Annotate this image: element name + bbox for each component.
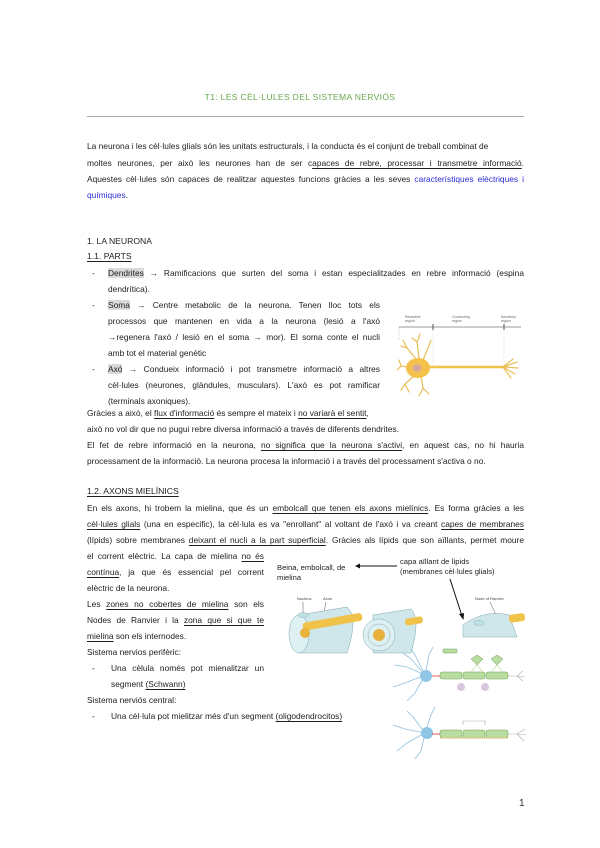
svg-text:region: region	[501, 319, 511, 323]
document-title: T1: LES CÈL·LULES DEL SISTEMA NERVIÓS	[204, 92, 396, 102]
cns-bullet-line	[111, 708, 342, 725]
underlined-key-phrase: cèl·lules glials	[87, 519, 141, 529]
underlined-key-phrase: no és	[241, 551, 264, 561]
intro-line-2	[87, 155, 524, 172]
underlined-key-phrase: mielina	[87, 631, 114, 641]
activation-line-1	[87, 437, 524, 454]
svg-text:Secretory: Secretory	[501, 315, 516, 319]
annotation-lipid-layer-1: capa aïllant de lípids	[400, 557, 470, 566]
term-dendrites: Dendrites	[108, 268, 144, 278]
text: .	[125, 190, 128, 200]
text: .	[521, 158, 524, 168]
myelin-line-7	[87, 596, 264, 613]
underlined-key-phrase: zona que si que te	[183, 615, 264, 625]
blue-key-phrase: químiques	[87, 190, 126, 200]
text: el corrent elèctric. La capa de mielina	[87, 551, 242, 561]
myelin-line-5	[87, 564, 264, 581]
bullet-dash: -	[92, 364, 95, 374]
subsection-heading: 1.2. AXONS MIELÍNICS	[87, 486, 179, 496]
text: son els	[228, 599, 264, 609]
underlined-key-phrase: embolcall que tenen els axons mielínics	[272, 503, 429, 513]
text: → Centre metabolic de la neurona. Tenen lloc tots els	[129, 300, 380, 310]
info-flow-line	[87, 405, 369, 422]
blue-key-phrase: característiques elèctriques i	[414, 174, 524, 184]
bullet-dash: -	[92, 711, 95, 721]
myelin-line-6: elèctric de la neurona.	[87, 583, 170, 593]
text: En els axons, hi trobem la mielina, que és un	[87, 503, 273, 513]
underlined-key-phrase: flux d'informació	[154, 408, 215, 418]
cns-pns-myelination-figure	[385, 645, 535, 770]
bullet-soma-line-4: amb tot el material genètic	[108, 348, 207, 358]
svg-text:region: region	[405, 319, 415, 323]
arrow-left-icon	[355, 562, 397, 570]
text: moltes neurones, per això les neurones han de ser c	[87, 158, 313, 168]
subsection-heading: 1.1. PARTS	[87, 251, 132, 261]
activation-line-2: processament de la informació. La neurona procesa la informació i a través del processament s'activa o no.	[87, 456, 486, 466]
svg-text:Receptive: Receptive	[405, 315, 421, 319]
text: . Gràcies als lípids que son aïllants, permet moure	[325, 535, 525, 545]
dendrites-info-line: això no vol dir que no pugui rebre diversa informació a través de diferents dendrites.	[87, 424, 399, 434]
underlined-key-phrase: no significa que la neurona s'activi	[260, 440, 403, 450]
bullet-dash: -	[92, 663, 95, 673]
bullet-dash: -	[92, 268, 95, 278]
annotation-myelin-sheath: Beina, embolcall, de mielina	[277, 563, 346, 582]
text: és sempre el mateix i	[214, 408, 299, 418]
schwann-term: (Schwann)	[145, 679, 186, 689]
bullet-dash: -	[92, 300, 95, 310]
term-soma: Soma	[108, 300, 130, 310]
pns-label: Sistema nervios perifèric:	[87, 647, 182, 657]
underlined-key-phrase: contínua	[87, 567, 120, 577]
text: El fet de rebre informació en la neurona,	[87, 440, 261, 450]
neuron-diagram-icon	[395, 310, 525, 405]
oligodendrocyte-schwann-diagram-icon	[385, 645, 535, 770]
intro-line-3	[87, 171, 524, 188]
myelin-line-8	[87, 612, 264, 629]
text: Nodes de Ranvier i la	[87, 615, 184, 625]
bullet-axo-line-1	[108, 361, 380, 378]
oligodendrocytes-term: (oligodendrocitos)	[275, 711, 343, 721]
pns-bullet-line-1: Una cèlula només pot mienalitzar un	[111, 663, 264, 673]
text: → Condueix informació i pot transmetre informació a altres	[122, 364, 380, 374]
text: , ja que és essencial pel corrent	[119, 567, 264, 577]
intro-line-1: La neurona i les cèl·lules glials són les unitats estructurals, i la conducta és el conjunt de treball combinat de	[87, 141, 489, 151]
bullet-soma-line-2: processos que mantenen en vida a la neurona (lesió a l'axó	[108, 316, 380, 326]
svg-text:Conducting: Conducting	[452, 315, 470, 319]
neuron-diagram-figure	[395, 310, 525, 405]
section-heading: 1. LA NEURONA	[87, 236, 152, 246]
annotation-lipid-layer-2: (membranes cèl·lules glials)	[400, 567, 495, 576]
underlined-key-phrase: apaces de rebre, processar i transmetre informació	[312, 158, 522, 168]
text: Les	[87, 599, 107, 609]
bullet-dendrites-line-1	[108, 265, 524, 282]
bullet-soma-line-1	[108, 297, 380, 314]
text: (una en especific), la cèl·lula es va "enrollant" al voltant de l'axó i va creant	[140, 519, 442, 529]
text: Una cèl·lula pot mielitzar més d'un segment	[111, 711, 276, 721]
myelin-line-4	[87, 548, 264, 565]
title-divider	[87, 116, 524, 117]
myelin-line-1	[87, 500, 524, 517]
bullet-dendrites-line-2: dendrítica).	[108, 284, 150, 294]
underlined-key-phrase: capes de membranes	[441, 519, 524, 529]
underlined-key-phrase: deixant el nucli a la part superficial	[188, 535, 326, 545]
underlined-key-phrase: no variarà el sentit	[298, 408, 367, 418]
text: ,	[366, 408, 369, 418]
page-number: 1	[519, 798, 525, 809]
pns-bullet-line-2	[111, 676, 185, 693]
cns-label: Sistema nerviós central:	[87, 695, 177, 705]
term-axo: Axó	[108, 364, 123, 374]
text: segment	[111, 679, 146, 689]
text: Gràcies a això, el	[87, 408, 155, 418]
svg-text:Node of Ranvier: Node of Ranvier	[475, 596, 504, 601]
text: (lípids) sobre membranes	[87, 535, 189, 545]
text: . Es forma gràcies a les	[428, 503, 524, 513]
svg-text:region: region	[452, 319, 462, 323]
intro-line-4	[87, 187, 128, 204]
svg-text:Nucleus: Nucleus	[297, 596, 312, 601]
myelin-line-3	[87, 532, 524, 549]
text: , en aquest cas, no hi hauria	[402, 440, 524, 450]
myelin-line-2	[87, 516, 524, 533]
svg-text:Axon: Axon	[323, 596, 333, 601]
bullet-axo-line-2: cèl·lules (neurones, glàndules, musculars). L'axó es pot ramificar	[108, 380, 380, 390]
bullet-soma-line-3: →regenera l'axó / lesió en el soma → mor). El soma conte el nucli	[108, 332, 380, 342]
text: Aquestes cèl·lules són capaces de realitzar aquestes funcions gràcies a les seves	[87, 174, 415, 184]
underlined-key-phrase: zones no cobertes de mielina	[106, 599, 229, 609]
myelin-line-9	[87, 628, 186, 645]
bullet-axo-line-3: (terminals axoniques).	[108, 396, 191, 406]
text: → Ramificacions que surten del soma i estan especialitzades en rebre informació (espina	[143, 268, 524, 278]
text: son els internodes.	[113, 631, 187, 641]
